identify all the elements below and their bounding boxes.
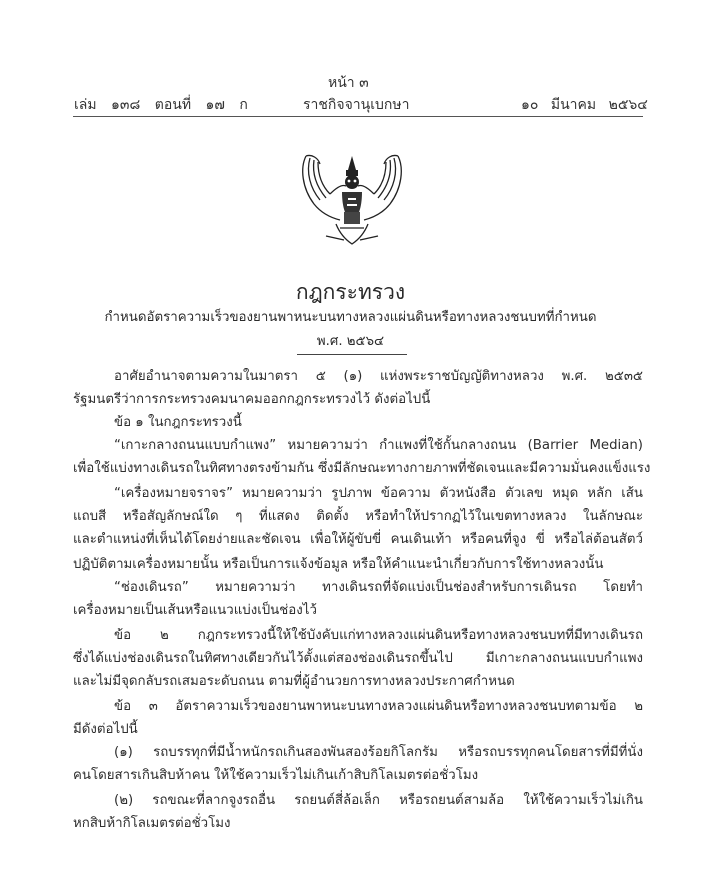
definition-barrier-line-1: “เกาะกลางถนนแบบกำแพง” หมายความว่า กำแพงที่ใช้กั้นกลางถนน (Barrier Median) xyxy=(114,438,643,453)
clause-3-line-1: ข้อ ๓ อัตราความเร็วของยานพาหนะบนทางหลวงแผ่นดินหรือทางหลวงชนบทตามข้อ ๒ xyxy=(114,699,643,714)
clause-3-item-1-line-2: คนโดยสารเกินสิบห้าคน ให้ใช้ความเร็วไม่เกินเก้าสิบกิโลเมตรต่อชั่วโมง xyxy=(73,768,479,783)
document-subtitle: กำหนดอัตราความเร็วของยานพาหนะบนทางหลวงแผ่นดินหรือทางหลวงชนบทที่กำหนด xyxy=(104,310,597,325)
definition-sign-line-2: แถบสี หรือสัญลักษณ์ใด ๆ ที่แสดง ติดตั้ง หรือทำให้ปรากฏไว้ในเขตทางหลวง ในลักษณะ xyxy=(73,509,643,524)
clause-2-line-1: ข้อ ๒ กฎกระทรวงนี้ให้ใช้บังคับแก่ทางหลวงแผ่นดินหรือทางหลวงชนบทที่มีทางเดินรถ xyxy=(114,628,643,643)
clause-2-line-2: ซึ่งได้แบ่งช่องเดินรถในทิศทางเดียวกันไว้ตั้งแต่สองช่องเดินรถขึ้นไป มีเกาะกลางถนนแบบกำแพง xyxy=(73,651,643,666)
document-type-title: กฎกระทรวง xyxy=(295,280,406,304)
clause-3-line-2: มีดังต่อไปนี้ xyxy=(73,722,138,737)
document-year: พ.ศ. ๒๕๖๔ xyxy=(316,334,385,349)
clause-3-item-2-line-2: หกสิบห้ากิโลเมตรต่อชั่วโมง xyxy=(73,816,231,831)
publish-date: ๑๐ มีนาคม ๒๕๖๔ xyxy=(521,97,648,113)
title-divider xyxy=(297,354,407,355)
preamble-line-2: รัฐมนตรีว่าการกระทรวงคมนาคมออกกฎกระทรวงไว้ ดังต่อไปนี้ xyxy=(73,392,431,407)
gazette-name: ราชกิจจานุเบกษา xyxy=(303,97,410,113)
definition-sign-line-3: และตำแหน่งที่เห็นได้โดยง่ายและชัดเจน เพื่อให้ผู้ขับขี่ คนเดินเท้า หรือคนที่จูง ขี่ หรือไล่ต้อนสัตว์ xyxy=(73,532,643,547)
clause-3-item-2-line-1: (๒) รถขณะที่ลากจูงรถอื่น รถยนต์สี่ล้อเล็ก หรือรถยนต์สามล้อ ให้ใช้ความเร็วไม่เกิน xyxy=(114,793,643,808)
page-number: หน้า ๓ xyxy=(328,75,369,91)
volume-issue: เล่ม ๑๓๘ ตอนที่ ๑๗ ก xyxy=(74,97,248,113)
definition-lane-line-1: “ช่องเดินรถ” หมายความว่า ทางเดินรถที่จัดแบ่งเป็นช่องสำหรับการเดินรถ โดยทำ xyxy=(114,580,643,595)
definition-sign-line-1: “เครื่องหมายจราจร” หมายความว่า รูปภาพ ข้อความ ตัวหนังสือ ตัวเลข หมุด หลัก เส้น xyxy=(114,486,643,501)
clause-1-heading: ข้อ ๑ ในกฎกระทรวงนี้ xyxy=(114,415,242,430)
clause-3-item-1-line-1: (๑) รถบรรทุกที่มีน้ำหนักรถเกินสองพันสองร้อยกิโลกรัม หรือรถบรรทุกคนโดยสารที่มีที่นั่ง xyxy=(114,745,643,760)
preamble-line-1: อาศัยอำนาจตามความในมาตรา ๕ (๑) แห่งพระราชบัญญัติทางหลวง พ.ศ. ๒๕๓๕ xyxy=(114,369,643,384)
definition-lane-line-2: เครื่องหมายเป็นเส้นหรือแนวแบ่งเป็นช่องไว้ xyxy=(73,603,317,618)
header-divider xyxy=(73,116,643,117)
definition-sign-line-4: ปฏิบัติตามเครื่องหมายนั้น หรือเป็นการแจ้งข้อมูล หรือให้คำแนะนำเกี่ยวกับการใช้ทางหลวงนั้น xyxy=(73,557,604,572)
definition-barrier-line-2: เพื่อใช้แบ่งทางเดินรถในทิศทางตรงข้ามกัน ซึ่งมีลักษณะทางกายภาพที่ชัดเจนและมีความมั่นคงแข็งแรง xyxy=(73,461,651,476)
clause-2-line-3: และไม่มีจุดกลับรถเสมอระดับถนน ตามที่ผู้อำนวยการทางหลวงประกาศกำหนด xyxy=(73,674,515,689)
garuda-emblem-icon xyxy=(296,148,408,250)
